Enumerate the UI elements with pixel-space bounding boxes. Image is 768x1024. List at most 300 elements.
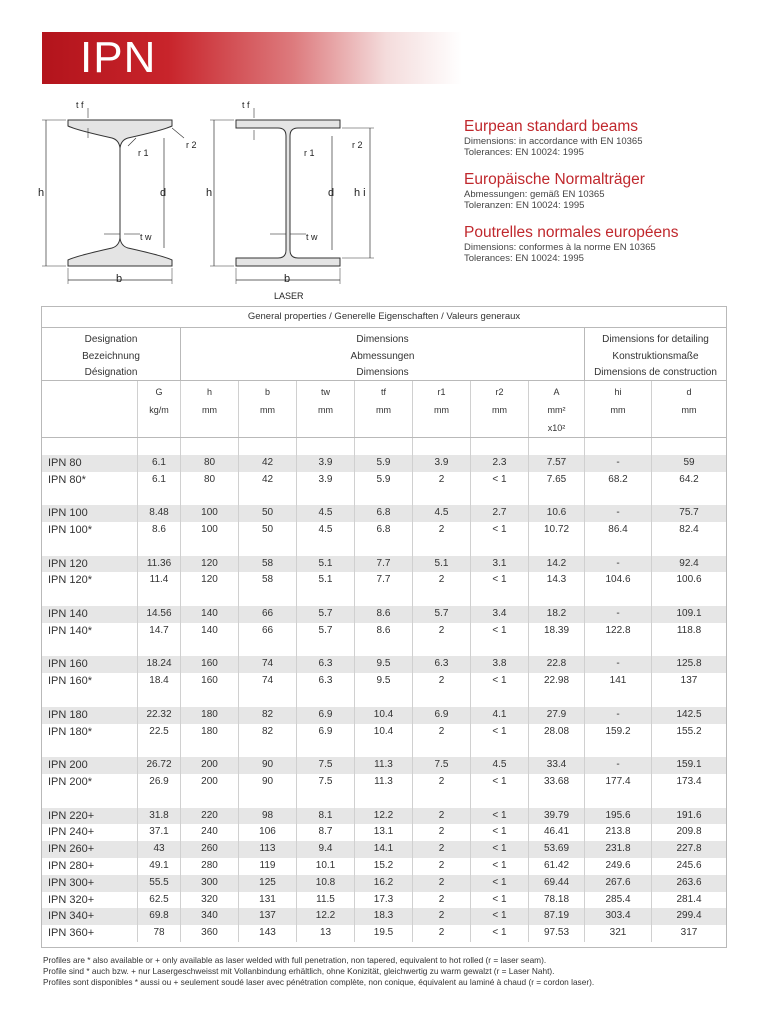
table-cell: 80 (181, 472, 239, 489)
spacer-cell (529, 539, 585, 556)
spacer-cell (181, 539, 239, 556)
spacer-cell (239, 589, 297, 606)
column-unit: mm (434, 405, 449, 415)
table-cell: 10.1 (297, 858, 355, 875)
table-cell: 11.3 (355, 757, 413, 774)
table-cell: 55.5 (138, 875, 181, 892)
table-cell: 2.7 (471, 505, 529, 522)
table-cell: 9.5 (355, 656, 413, 673)
spacer-cell (355, 438, 413, 455)
title-banner (42, 32, 462, 84)
column-sym: d (686, 387, 692, 397)
h-label-laser: h (206, 187, 213, 199)
page-title: IPN (80, 33, 157, 82)
d-label: d (160, 187, 167, 199)
table-cell: 106 (239, 824, 297, 841)
table-cell: 2 (413, 522, 471, 539)
table-cell: 6.9 (297, 724, 355, 741)
tol-fr: Tolerances: EN 10024: 1995 (464, 253, 584, 264)
table-cell: - (585, 505, 652, 522)
spacer-cell (413, 640, 471, 657)
table-cell: 8.48 (138, 505, 181, 522)
column-header-hi (585, 381, 652, 437)
column-unit: kg/m (149, 405, 169, 415)
column-extra (138, 419, 180, 436)
table-cell: 8.1 (297, 808, 355, 825)
profile-name-cell: IPN 120* (42, 572, 138, 589)
column-sym: hi (614, 387, 622, 397)
table-cell: 98 (239, 808, 297, 825)
profile-name-cell: IPN 180 (42, 707, 138, 724)
table-cell: 11.3 (355, 774, 413, 791)
table-row (42, 656, 726, 673)
table-cell: 4.1 (471, 707, 529, 724)
table-row (42, 556, 726, 573)
table-cell: 10.72 (529, 522, 585, 539)
table-cell: 5.9 (355, 472, 413, 489)
spacer-cell (297, 740, 355, 757)
table-cell: 7.7 (355, 556, 413, 573)
table-cell: 100 (181, 522, 239, 539)
beam-cross-section-diagram (36, 98, 376, 303)
table-cell: 227.8 (676, 843, 702, 855)
profile-name-cell: IPN 100* (42, 522, 138, 539)
spacer-cell (471, 488, 529, 505)
table-cell: 61.42 (529, 858, 585, 875)
column-unit: mm (492, 405, 507, 415)
dims-de: Abmessungen: gemäß EN 10365 (464, 189, 605, 200)
table-cell: 3.8 (471, 656, 529, 673)
table-cell: 6.3 (413, 656, 471, 673)
spacer-cell (529, 488, 585, 505)
designation-de: Bezeichnung (82, 350, 140, 362)
column-sym: A (553, 387, 560, 397)
spacer-cell (138, 589, 181, 606)
table-cell: 9.4 (297, 841, 355, 858)
spacer-cell (181, 791, 239, 808)
spacer-cell (652, 488, 726, 505)
table-row (42, 455, 726, 472)
table-row (42, 908, 726, 925)
spacer-cell (585, 589, 652, 606)
spacer-cell (297, 589, 355, 606)
spacer-cell (138, 488, 181, 505)
table-cell: 10.4 (355, 724, 413, 741)
spacer-cell (652, 539, 726, 556)
spacer-cell (471, 640, 529, 657)
table-row (42, 757, 726, 774)
spacer-cell (297, 690, 355, 707)
spacer-cell (42, 589, 138, 606)
table-cell: 8.7 (297, 824, 355, 841)
table-cell: 195.6 (585, 808, 652, 825)
spacer-cell (42, 640, 138, 657)
table-cell: 18.2 (529, 606, 585, 623)
table-cell: 74 (239, 656, 297, 673)
table-cell: 4.5 (297, 522, 355, 539)
column-sym: b (264, 387, 270, 397)
table-cell: 7.65 (529, 472, 585, 489)
table-cell: 200 (181, 757, 239, 774)
table-cell: 340 (181, 908, 239, 925)
table-row (42, 505, 726, 522)
table-cell: 10.6 (529, 505, 585, 522)
table-cell: 9.5 (355, 673, 413, 690)
table-cell: 120 (181, 556, 239, 573)
dimensions-en: Dimensions (356, 334, 409, 345)
table-row (42, 606, 726, 623)
table-cell: 100 (181, 505, 239, 522)
column-sym: r1 (437, 387, 446, 397)
table-cell: 58 (239, 572, 297, 589)
spacer-cell (529, 589, 585, 606)
table-cell: < 1 (471, 824, 529, 841)
table-cell: 13.1 (355, 824, 413, 841)
table-cell: 300 (181, 875, 239, 892)
profile-name-cell: IPN 360+ (42, 925, 138, 942)
table-row (42, 572, 726, 589)
column-sym: tf (380, 387, 386, 397)
table-cell: 113 (239, 841, 297, 858)
table-cell: 180 (181, 707, 239, 724)
spacer-cell (652, 690, 726, 707)
table-cell: 177.4 (585, 774, 652, 791)
table-cell: 317 (680, 927, 698, 939)
spacer-cell (585, 740, 652, 757)
spacer-cell (297, 488, 355, 505)
spacer-cell (181, 640, 239, 657)
table-spacer-row (42, 539, 726, 556)
profile-name-cell: IPN 300+ (42, 875, 138, 892)
spacer-cell (529, 791, 585, 808)
table-spacer-row (42, 438, 726, 455)
spacer-cell (413, 740, 471, 757)
table-cell: 6.1 (138, 455, 181, 472)
table-cell: 160 (181, 656, 239, 673)
table-cell: 2 (413, 841, 471, 858)
table-row (42, 724, 726, 741)
general-properties-header: General properties / Generelle Eigenschaften / Valeurs generaux (42, 307, 726, 328)
table-cell: 240 (181, 824, 239, 841)
table-cell: 8.6 (355, 623, 413, 640)
table-cell: 104.6 (585, 572, 652, 589)
profile-name-cell: IPN 180* (42, 724, 138, 741)
table-cell: 3.4 (471, 606, 529, 623)
hi-label: h i (354, 187, 366, 199)
tf-label: t f (76, 100, 84, 110)
table-cell: < 1 (471, 572, 529, 589)
table-cell: 245.6 (676, 859, 702, 871)
table-cell: < 1 (471, 892, 529, 909)
table-cell: 7.5 (297, 757, 355, 774)
table-cell: 3.1 (471, 556, 529, 573)
h-label: h (38, 187, 45, 199)
table-cell: - (585, 556, 652, 573)
spacer-cell (355, 488, 413, 505)
table-cell: 299.4 (676, 910, 702, 922)
table-cell: 82.4 (679, 523, 699, 535)
table-cell: < 1 (471, 522, 529, 539)
detailing-fr: Dimensions de construction (594, 367, 717, 378)
spacer-cell (42, 438, 138, 455)
table-cell: 140 (181, 606, 239, 623)
table-spacer-row (42, 488, 726, 505)
table-cell: 43 (138, 841, 181, 858)
spacer-cell (529, 740, 585, 757)
table-cell: 160 (181, 673, 239, 690)
table-cell: 26.9 (138, 774, 181, 791)
spacer-cell (413, 539, 471, 556)
table-cell: < 1 (471, 858, 529, 875)
table-cell: 6.3 (297, 656, 355, 673)
table-cell: 11.5 (297, 892, 355, 909)
table-cell: 13 (297, 925, 355, 942)
spacer-cell (297, 640, 355, 657)
column-header-d (652, 381, 726, 437)
table-cell: 28.08 (529, 724, 585, 741)
table-cell: 68.2 (585, 472, 652, 489)
profile-name-cell: IPN 160 (42, 656, 138, 673)
table-cell: < 1 (471, 875, 529, 892)
table-cell: < 1 (471, 925, 529, 942)
detailing-en: Dimensions for detailing (602, 334, 709, 345)
spacer-cell (471, 539, 529, 556)
table-cell: 143 (239, 925, 297, 942)
column-unit: mm (202, 405, 217, 415)
column-extra (652, 419, 726, 436)
units-header-row (42, 381, 726, 438)
spacer-cell (42, 690, 138, 707)
b-label: b (116, 273, 123, 285)
table-cell: 87.19 (529, 908, 585, 925)
tol-de: Toleranzen: EN 10024: 1995 (464, 200, 585, 211)
table-cell: < 1 (471, 841, 529, 858)
spacer-cell (652, 589, 726, 606)
table-cell: 5.1 (297, 556, 355, 573)
table-cell: 6.8 (355, 522, 413, 539)
table-cell: 14.56 (138, 606, 181, 623)
table-cell: 6.9 (297, 707, 355, 724)
table-cell: 33.4 (529, 757, 585, 774)
laser-label: LASER (274, 291, 304, 301)
table-cell: - (585, 757, 652, 774)
table-cell: 18.24 (138, 656, 181, 673)
table-cell: 173.4 (676, 775, 702, 787)
table-cell: 2 (413, 774, 471, 791)
table-cell: 66 (239, 606, 297, 623)
table-cell: 7.57 (529, 455, 585, 472)
column-unit: mm² (547, 405, 566, 415)
spacer-cell (585, 690, 652, 707)
table-row (42, 841, 726, 858)
table-spacer-row (42, 740, 726, 757)
table-cell: 321 (585, 925, 652, 942)
table-cell: 7.7 (355, 572, 413, 589)
spacer-cell (42, 539, 138, 556)
column-extra (413, 419, 470, 436)
table-cell: 2 (413, 623, 471, 640)
column-unit: mm (681, 405, 697, 415)
column-header-r1 (413, 381, 471, 437)
spacer-cell (138, 791, 181, 808)
table-cell: 5.7 (297, 623, 355, 640)
spacer-cell (181, 438, 239, 455)
table-cell: 14.7 (138, 623, 181, 640)
table-cell: < 1 (471, 724, 529, 741)
table-cell: 33.68 (529, 774, 585, 791)
column-header-b (239, 381, 297, 437)
spacer-cell (181, 740, 239, 757)
table-cell: 2 (413, 875, 471, 892)
table-cell: 18.3 (355, 908, 413, 925)
table-cell: 191.6 (676, 809, 702, 821)
table-cell: 62.5 (138, 892, 181, 909)
spacer-cell (138, 690, 181, 707)
table-cell: 2 (413, 858, 471, 875)
spacer-cell (471, 740, 529, 757)
table-cell: 159.1 (676, 759, 702, 771)
profile-name-cell: IPN 120 (42, 556, 138, 573)
table-cell: 80 (181, 455, 239, 472)
table-cell: 120 (181, 572, 239, 589)
table-cell: < 1 (471, 908, 529, 925)
profile-name-cell: IPN 160* (42, 673, 138, 690)
spacer-cell (471, 589, 529, 606)
table-cell: 7.5 (413, 757, 471, 774)
spacer-cell (42, 740, 138, 757)
spacer-cell (529, 640, 585, 657)
table-cell: 267.6 (585, 875, 652, 892)
table-cell: 5.1 (413, 556, 471, 573)
table-cell: 42 (239, 455, 297, 472)
table-cell: 64.2 (679, 473, 699, 485)
table-cell: 131 (239, 892, 297, 909)
table-cell: 3.9 (297, 472, 355, 489)
spacer-cell (652, 791, 726, 808)
table-cell: 15.2 (355, 858, 413, 875)
dimensions-fr: Dimensions (356, 367, 409, 378)
r1-label: r 1 (138, 148, 149, 158)
spacer-cell (297, 539, 355, 556)
table-cell: 220 (181, 808, 239, 825)
table-cell: 100.6 (676, 574, 702, 586)
table-cell: 75.7 (679, 507, 699, 519)
spacer-cell (239, 438, 297, 455)
table-cell: 50 (239, 522, 297, 539)
ipn-tapered-profile (38, 100, 197, 285)
spacer-cell (413, 791, 471, 808)
table-cell: 49.1 (138, 858, 181, 875)
spacer-cell (42, 488, 138, 505)
table-cell: 92.4 (679, 557, 699, 569)
table-cell: 125.8 (676, 658, 702, 670)
spacer-cell (652, 740, 726, 757)
table-cell: - (585, 606, 652, 623)
column-extra: x10² (547, 423, 566, 433)
spacer-cell (413, 589, 471, 606)
table-cell: 18.4 (138, 673, 181, 690)
table-cell: 42 (239, 472, 297, 489)
table-cell: 66 (239, 623, 297, 640)
spacer-cell (471, 791, 529, 808)
table-cell: 4.5 (413, 505, 471, 522)
table-cell: 10.8 (297, 875, 355, 892)
table-cell: 249.6 (585, 858, 652, 875)
table-cell: 11.36 (138, 556, 181, 573)
spacer-cell (355, 690, 413, 707)
table-cell: 2 (413, 673, 471, 690)
tw-label: t w (140, 232, 152, 242)
profile-name-cell: IPN 140 (42, 606, 138, 623)
table-cell: 6.3 (297, 673, 355, 690)
spacer-cell (239, 539, 297, 556)
table-cell: 6.1 (138, 472, 181, 489)
spacer-cell (585, 488, 652, 505)
table-cell: 18.39 (529, 623, 585, 640)
column-sym: r2 (495, 387, 504, 397)
table-cell: 90 (239, 774, 297, 791)
table-cell: 263.6 (676, 876, 702, 888)
column-sym: h (206, 387, 212, 397)
table-cell: 12.2 (355, 808, 413, 825)
table-cell: 37.1 (138, 824, 181, 841)
table-cell: 7.5 (297, 774, 355, 791)
table-cell: 142.5 (676, 708, 702, 720)
table-cell: 320 (181, 892, 239, 909)
table-spacer-row (42, 589, 726, 606)
table-cell: 2 (413, 472, 471, 489)
table-cell: 360 (181, 925, 239, 942)
table-cell: 2 (413, 724, 471, 741)
profile-name-cell: IPN 220+ (42, 808, 138, 825)
table-cell: 5.7 (297, 606, 355, 623)
table-cell: 2 (413, 572, 471, 589)
table-cell: 14.3 (529, 572, 585, 589)
dims-en: Dimensions: in accordance with EN 10365 (464, 136, 643, 147)
r2-label-laser: r 2 (352, 140, 363, 150)
table-cell: - (585, 455, 652, 472)
table-cell: 22.98 (529, 673, 585, 690)
designation-header (42, 328, 181, 380)
table-cell: 122.8 (585, 623, 652, 640)
column-unit: mm (610, 405, 626, 415)
table-cell: 137 (680, 675, 698, 687)
table-cell: 22.5 (138, 724, 181, 741)
table-cell: 46.41 (529, 824, 585, 841)
b-label-laser: b (284, 273, 291, 285)
column-unit: mm (260, 405, 275, 415)
table-cell: < 1 (471, 774, 529, 791)
spacer-cell (652, 640, 726, 657)
column-header-tw (297, 381, 355, 437)
table-cell: 90 (239, 757, 297, 774)
table-cell: 69.44 (529, 875, 585, 892)
table-cell: 5.1 (297, 572, 355, 589)
spacer-cell (239, 740, 297, 757)
table-cell: 213.8 (585, 824, 652, 841)
table-cell: 82 (239, 724, 297, 741)
table-cell: 2 (413, 925, 471, 942)
table-row (42, 925, 726, 942)
tol-en: Tolerances: EN 10024: 1995 (464, 147, 584, 158)
table-cell: 159.2 (585, 724, 652, 741)
spacer-cell (529, 690, 585, 707)
r2-label: r 2 (186, 140, 197, 150)
spacer-cell (529, 438, 585, 455)
table-cell: 6.8 (355, 505, 413, 522)
table-cell: 2 (413, 908, 471, 925)
table-cell: 118.8 (676, 624, 702, 636)
